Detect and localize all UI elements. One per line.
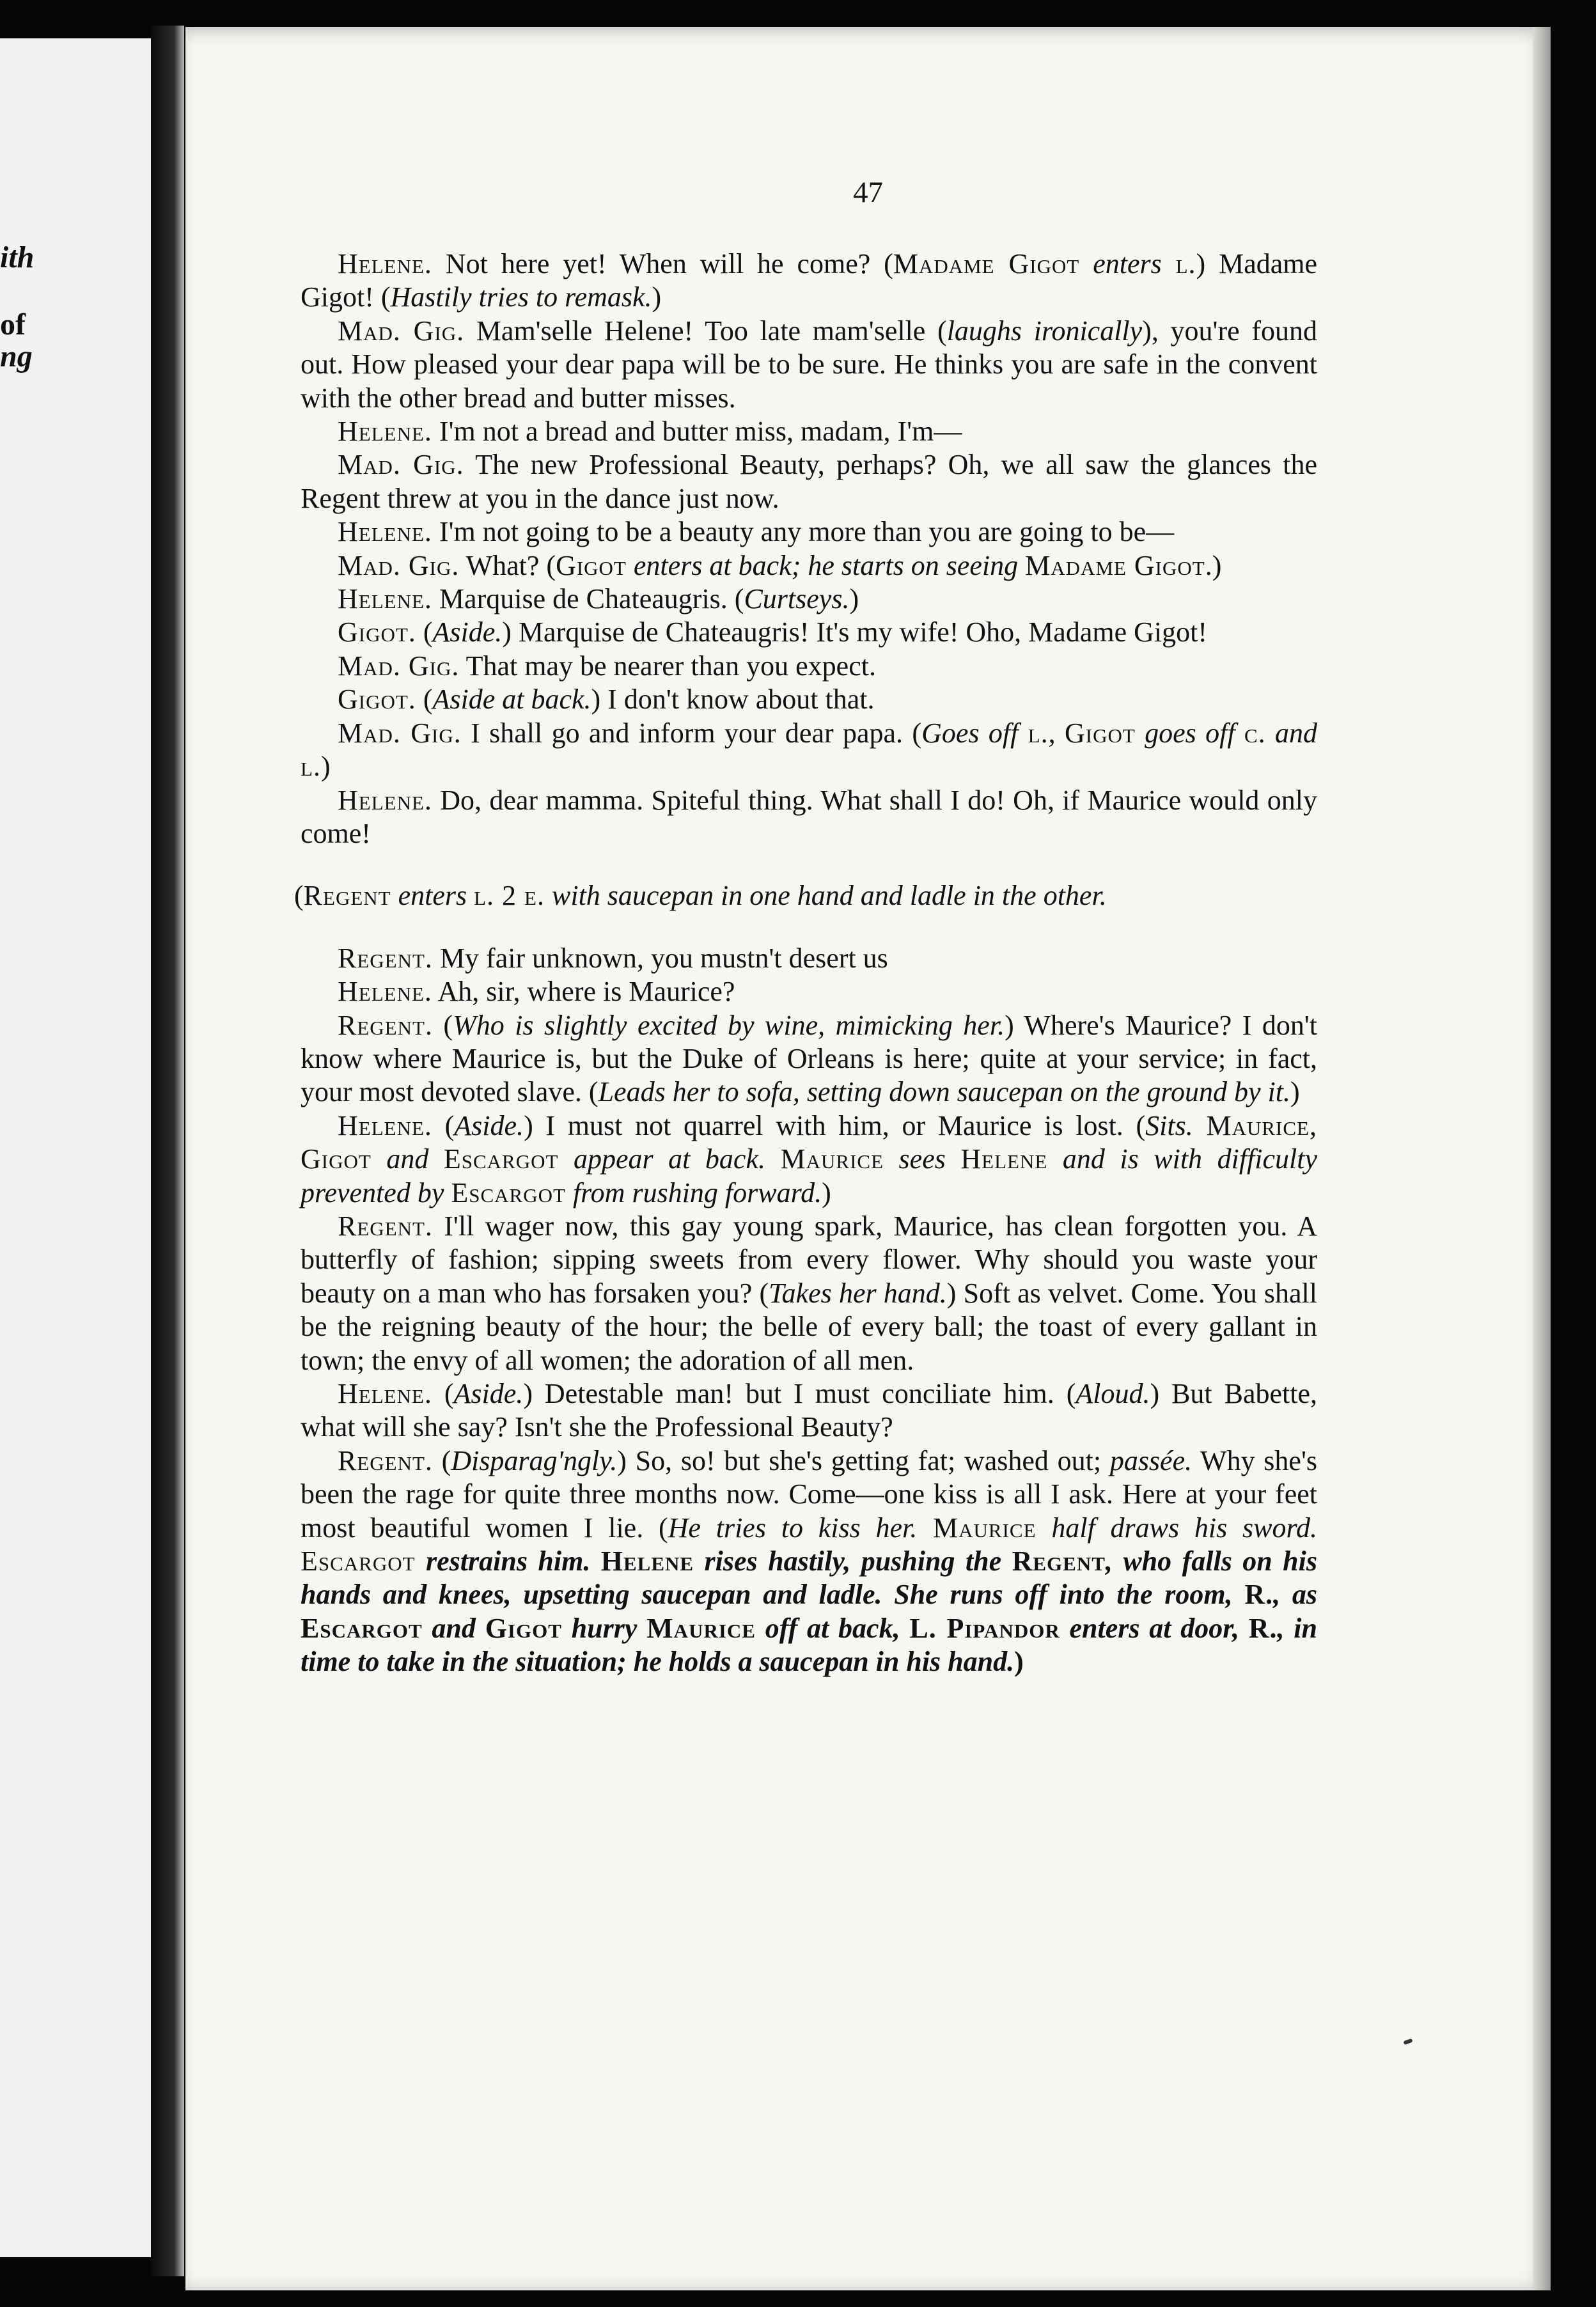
speaker-name: Regent. [338, 1210, 433, 1242]
dialogue-text: , [1048, 717, 1065, 749]
stage-direction: Aside. [453, 1378, 524, 1409]
dialogue-text: I'm not a bread and butter miss, madam, I'm— [432, 416, 962, 448]
stage-direction: Hastily tries to remask. [390, 281, 652, 313]
stage-direction: Disparag'ngly. [451, 1444, 618, 1476]
previous-page-fragment: ng [0, 340, 33, 373]
stage-direction: and [422, 1612, 485, 1644]
dialogue-text: That may be nearer than you expect. [459, 650, 876, 682]
speaker-name: Mad. Gig. [338, 717, 462, 749]
dialogue-line [301, 784, 1317, 851]
dialogue-line [301, 1444, 1317, 1679]
speaker-name: Helene. [338, 976, 432, 1008]
dialogue-text: ) Where's Maurice? I don't know where Maurice is, but the Duke of Orleans is here; quite at your service; in fact, your most devoted slave. ( [301, 1009, 1318, 1108]
stage-direction: Aloud. [1076, 1378, 1150, 1409]
dialogue-line [301, 1377, 1317, 1444]
dialogue-line [301, 650, 1317, 683]
stage-direction: half draws his sword. [1036, 1512, 1318, 1544]
dialogue-text: ), you're found out. How pleased your dear papa will be to be sure. He thinks you are safe in the convent with the other bread and butter misses. [301, 315, 1318, 414]
stage-direction: goes off [1135, 717, 1244, 749]
dialogue-text: ) But Babette, what will she say? Isn't she the Professional Beauty? [301, 1378, 1317, 1443]
dialogue-line [301, 683, 1317, 716]
dialogue-text: ) I must not quarrel with him, or Maurice is lost. ( [524, 1109, 1146, 1141]
stage-direction: Aside at back. [432, 684, 591, 716]
speaker-name: Helene. [338, 1109, 432, 1141]
stage-direction: and [1265, 717, 1317, 749]
dialogue-text: ( [432, 1109, 455, 1141]
character-name: Madame Gigot [1025, 549, 1205, 581]
stage-position: R. [1244, 1579, 1274, 1611]
dialogue-text: ( [416, 616, 433, 648]
dialogue-line [301, 247, 1317, 315]
dialogue-line [301, 1109, 1317, 1210]
character-name: Gigot [485, 1612, 562, 1644]
stage-direction: and is with difficulty prevented by [301, 1143, 1317, 1208]
stage-direction: with saucepan in one hand and ladle in the other. [545, 880, 1107, 912]
stage-direction: enters at door, [1060, 1612, 1249, 1644]
stage-position: c. [1244, 717, 1266, 749]
dialogue-text: ) Marquise de Chateaugris! It's my wife! Oho, Madame Gigot! [502, 616, 1207, 648]
speaker-name: Mad. Gig. [338, 449, 464, 481]
dialogue-text: ) Soft as velvet. Come. You shall be the reigning beauty of the hour; the belle of every ball; the toast of every gallant in town; the envy of all women; the adoration of all men. [301, 1277, 1317, 1376]
character-name: Helene [960, 1143, 1048, 1175]
dialogue-text: .) [1205, 549, 1222, 581]
stage-direction: Takes her hand. [769, 1277, 947, 1309]
dialogue-text: ) So, so! but she's getting fat; washed out; [617, 1444, 1110, 1476]
stage-direction: hurry [561, 1612, 647, 1644]
character-name: Maurice [780, 1143, 884, 1175]
dialogue-line [301, 515, 1317, 549]
dialogue-line [301, 717, 1317, 784]
stage-direction: and [371, 1143, 444, 1175]
dialogue-text: ( [432, 1378, 454, 1409]
book-page [185, 27, 1551, 2290]
dialogue-text: Ah, sir, where is Maurice? [432, 976, 735, 1008]
character-name: Gigot [1064, 717, 1136, 749]
dialogue-text: ) [822, 1177, 831, 1208]
character-name: Maurice [646, 1612, 756, 1644]
dialogue-line [301, 1210, 1317, 1377]
stage-direction: from rushing forward. [565, 1177, 822, 1208]
stage-direction: passée. [1109, 1444, 1193, 1476]
dialogue-line [301, 415, 1317, 448]
stage-direction: He tries to kiss her. [668, 1512, 918, 1544]
dialogue-text: ( [432, 1444, 451, 1476]
speaker-name: Helene. [338, 784, 432, 816]
speaker-name: Helene. [338, 248, 432, 279]
dialogue-text: Do, dear mamma. Spiteful thing. What shall I do! Oh, if Maurice would only come! [301, 784, 1317, 849]
dialogue-text: What? ( [459, 549, 556, 581]
stage-direction: Sits. [1145, 1109, 1193, 1141]
stage-direction: , as [1273, 1579, 1318, 1611]
character-name: Escargot [443, 1143, 559, 1175]
dialogue-line [301, 315, 1317, 415]
previous-page-fragment: ith [0, 240, 35, 274]
dialogue-text: Why she's been the rage for quite three months now. Come—one kiss is all I ask. Here at your feet most beautiful women I lie. ( [301, 1444, 1317, 1544]
dialogue-text: ) [849, 583, 859, 615]
speaker-name: Regent. [338, 942, 433, 974]
dialogue-text: My fair unknown, you mustn't desert us [432, 942, 888, 974]
dialogue-line [301, 975, 1317, 1008]
dialogue-text: ) [1014, 1646, 1024, 1678]
dialogue-text: ( [432, 1009, 453, 1041]
stage-direction: appear at back. [558, 1143, 781, 1175]
stage-direction: Aside. [432, 616, 503, 648]
dialogue-text: I'll wager now, this gay young spark, Maurice, has clean forgotten you. A butterfly of fashion; sipping sweets from every flower. Why should you waste your beauty on a man who has forsaken you? ( [301, 1210, 1317, 1309]
dialogue-text: I shall go and inform your dear papa. ( [461, 717, 922, 749]
dialogue-text: ) [1290, 1076, 1300, 1108]
stage-direction: rises hastily, pushing the [694, 1545, 1012, 1577]
stage-direction: enters at back; he starts on seeing [626, 549, 1026, 581]
previous-page-fragment: of [0, 308, 26, 341]
speaker-name: Mad. Gig. [338, 549, 460, 581]
character-name: Helene [600, 1545, 694, 1577]
speaker-name: Mad. Gig. [338, 315, 465, 347]
stage-position: l. [301, 751, 321, 783]
stage-direction: enters [1093, 248, 1162, 279]
dialogue-text: ( [294, 880, 304, 912]
stage-position: l. 2 e. [474, 880, 545, 912]
character-name: Regent [303, 880, 391, 912]
play-text [294, 247, 1318, 1679]
previous-page-edge [0, 38, 153, 2257]
speaker-name: Regent. [338, 1444, 433, 1476]
dialogue-text: ) Detestable man! but I must conciliate him. ( [523, 1378, 1076, 1409]
character-name: Escargot [301, 1612, 423, 1644]
dialogue-line [301, 616, 1317, 649]
speaker-name: Gigot. [338, 684, 416, 716]
character-name: Maurice, Gigot [301, 1109, 1317, 1175]
stage-direction: Goes off [921, 717, 1019, 749]
dialogue-text: ) Madame Gigot! ( [301, 248, 1318, 313]
dialogue-text: Not here yet! When will he come? ( [432, 248, 893, 279]
speaker-name: Helene. [338, 516, 432, 548]
stage-direction: enters [391, 880, 474, 912]
speaker-name: Regent. [338, 1009, 433, 1041]
character-name: Escargot [301, 1545, 416, 1577]
dialogue-text: The new Professional Beauty, perhaps? Oh, we all saw the glances the Regent threw at you in the dance just now. [301, 449, 1317, 514]
speaker-name: Helene. [338, 1378, 432, 1409]
dialogue-text: ( [416, 684, 433, 716]
stage-direction: off at back, [755, 1612, 910, 1644]
speaker-name: Mad. Gig. [338, 650, 460, 682]
dialogue-line [301, 942, 1317, 975]
dialogue-line [301, 448, 1317, 515]
character-name: Gigot [556, 549, 627, 581]
book-gutter [151, 26, 184, 2276]
stage-direction: Leads her to sofa, setting down saucepan on the ground by it. [598, 1076, 1291, 1108]
character-name: Maurice [917, 1512, 1037, 1544]
character-name: Escargot [451, 1177, 566, 1208]
stage-position: R. [1248, 1612, 1278, 1644]
stage-direction: , in time to take in the situation; he holds a saucepan in his hand. [301, 1612, 1317, 1678]
speaker-name: Gigot. [338, 616, 416, 648]
stage-direction: , who falls on his hands and knees, upsetting saucepan and ladle. She runs off into the room, [301, 1545, 1317, 1611]
dialogue-line [301, 583, 1317, 616]
stage-direction-block [294, 879, 1317, 912]
stage-direction: laughs ironically [946, 315, 1143, 347]
stage-direction: Who is slightly excited by wine, mimicking her. [453, 1009, 1005, 1041]
stage-direction: sees [884, 1143, 961, 1175]
stage-direction: Curtseys. [744, 583, 850, 615]
character-name: Madame Gigot [893, 248, 1080, 279]
character-name: Regent [1012, 1545, 1106, 1577]
dialogue-text: I'm not going to be a beauty any more than you are going to be— [432, 516, 1175, 548]
dialogue-line [301, 1009, 1317, 1109]
dialogue-text: ) I don't know about that. [591, 684, 875, 716]
character-name: Pipandor [936, 1612, 1060, 1644]
dialogue-text: ) [652, 281, 662, 313]
speaker-name: Helene. [338, 583, 432, 615]
page-edge-shadow [1533, 27, 1551, 2290]
stage-direction: restrains him. [415, 1545, 601, 1577]
speaker-name: Helene. [338, 416, 432, 448]
dialogue-text: Marquise de Chateaugris. ( [432, 583, 744, 615]
stage-position: l. [1161, 248, 1196, 279]
stage-position: L. [909, 1612, 937, 1644]
dialogue-line [301, 549, 1317, 583]
dialogue-text: Mam'selle Helene! Too late mam'selle ( [464, 315, 947, 347]
stage-direction: Aside. [454, 1109, 524, 1141]
dialogue-text: ) [320, 751, 331, 783]
page-number: 47 [853, 176, 883, 209]
stage-position: l. [1018, 717, 1049, 749]
